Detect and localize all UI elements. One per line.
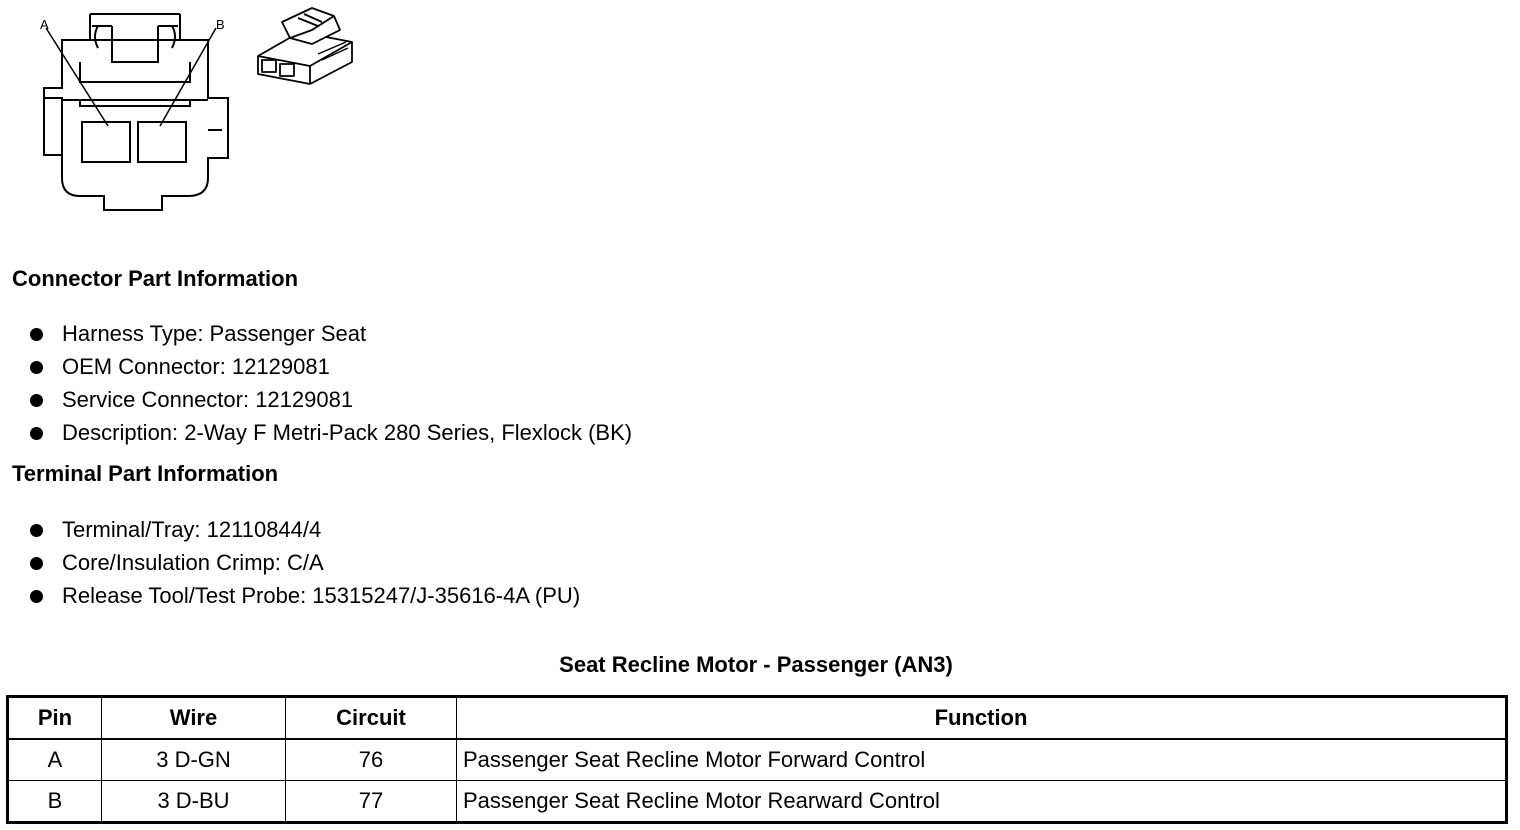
list-item bbox=[28, 549, 580, 582]
cell-wire: 3 D-BU bbox=[102, 781, 286, 823]
oem-connector: OEM Connector: 12129081 bbox=[62, 354, 330, 379]
release-tool-test-probe: Release Tool/Test Probe: 15315247/J-35616-4A (PU) bbox=[62, 583, 581, 608]
connector-part-info-heading: Connector Part Information bbox=[12, 266, 299, 291]
connector-face-view-icon bbox=[36, 10, 236, 215]
list-item bbox=[28, 582, 580, 615]
list-item bbox=[28, 353, 632, 386]
header-pin: Pin bbox=[8, 697, 102, 740]
service-connector: Service Connector: 12129081 bbox=[62, 387, 354, 412]
cell-circuit: 77 bbox=[286, 781, 457, 823]
list-item bbox=[28, 419, 632, 452]
cell-function: Passenger Seat Recline Motor Rearward Control bbox=[457, 781, 1507, 823]
pin-a-label: A bbox=[40, 17, 49, 32]
pin-b-label: B bbox=[216, 17, 225, 32]
cell-function: Passenger Seat Recline Motor Forward Control bbox=[457, 739, 1507, 781]
terminal-tray: Terminal/Tray: 12110844/4 bbox=[62, 517, 322, 542]
pin-table-title: Seat Recline Motor - Passenger (AN3) bbox=[559, 652, 953, 677]
bullet-icon bbox=[30, 361, 43, 374]
table-header-row bbox=[8, 697, 1507, 740]
cell-wire: 3 D-GN bbox=[102, 739, 286, 781]
bullet-icon bbox=[30, 394, 43, 407]
header-wire: Wire bbox=[102, 697, 286, 740]
bullet-icon bbox=[30, 427, 43, 440]
connector-description: Description: 2-Way F Metri-Pack 280 Series, Flexlock (BK) bbox=[62, 420, 633, 445]
pin-table bbox=[6, 695, 1508, 824]
table-row bbox=[8, 739, 1507, 781]
harness-type: Harness Type: Passenger Seat bbox=[62, 321, 367, 346]
list-item bbox=[28, 386, 632, 419]
cell-circuit: 76 bbox=[286, 739, 457, 781]
bullet-icon bbox=[30, 557, 43, 570]
connector-isometric-view-icon bbox=[254, 4, 358, 90]
cell-pin: B bbox=[8, 781, 102, 823]
bullet-icon bbox=[30, 590, 43, 603]
bullet-icon bbox=[30, 524, 43, 537]
core-insulation-crimp: Core/Insulation Crimp: C/A bbox=[62, 550, 324, 575]
header-function: Function bbox=[457, 697, 1507, 740]
header-circuit: Circuit bbox=[286, 697, 457, 740]
terminal-part-info-heading: Terminal Part Information bbox=[12, 461, 279, 486]
list-item bbox=[28, 516, 580, 549]
connector-part-info-list bbox=[28, 320, 632, 452]
table-row bbox=[8, 781, 1507, 823]
terminal-part-info-list bbox=[28, 516, 580, 615]
bullet-icon bbox=[30, 328, 43, 341]
cell-pin: A bbox=[8, 739, 102, 781]
list-item bbox=[28, 320, 632, 353]
